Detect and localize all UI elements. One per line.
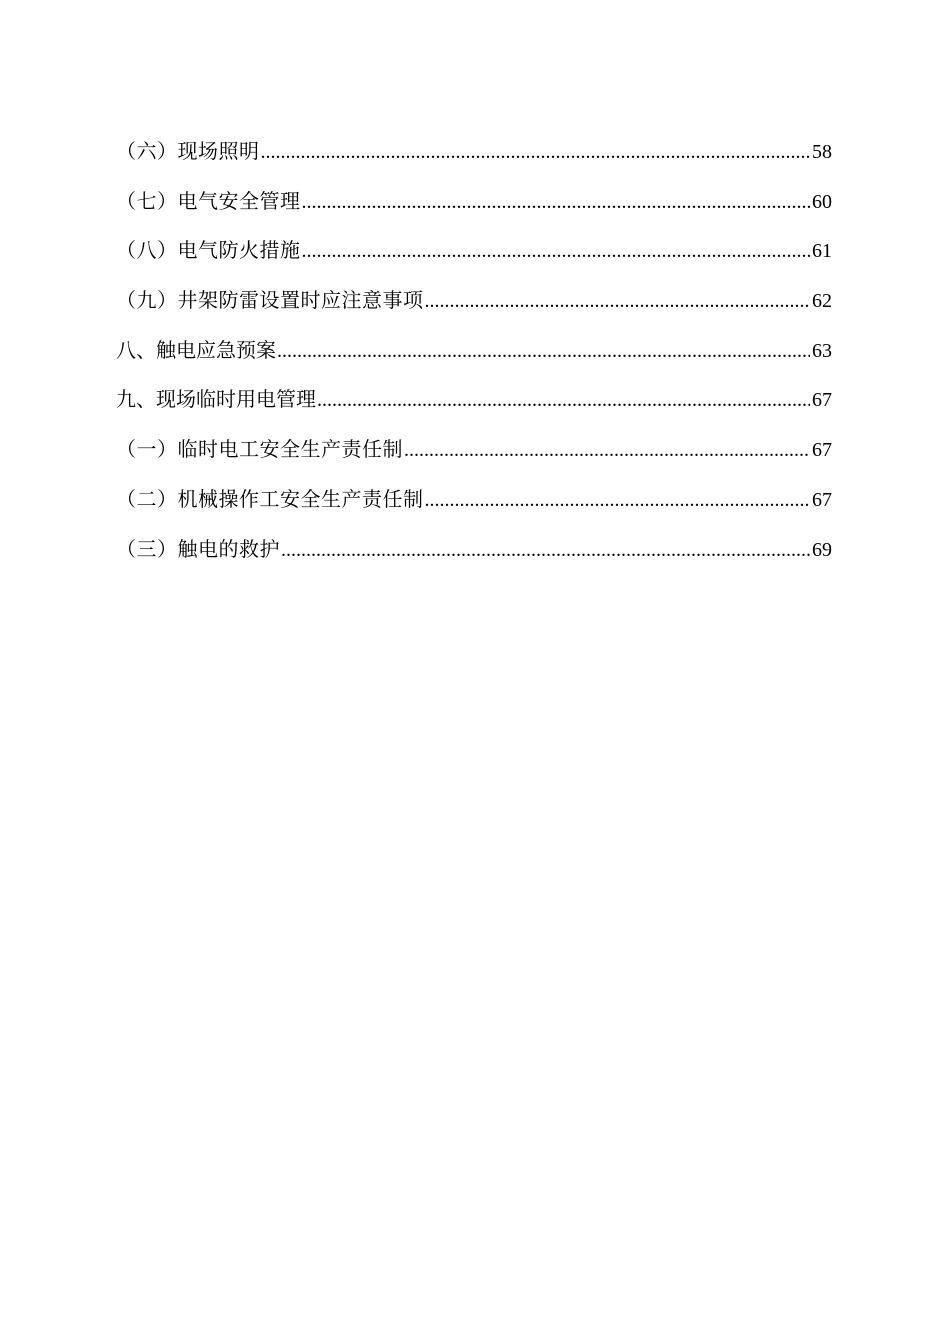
toc-entry[interactable]: [116, 529, 832, 579]
toc-dot-leader: [425, 281, 811, 321]
toc-entry-title: （二）机械操作工安全生产责任制: [116, 486, 424, 511]
toc-entry-page: 58: [812, 141, 832, 163]
toc-entry-title: （六）现场照明: [116, 139, 260, 163]
toc-entry-page: 62: [812, 290, 832, 313]
toc-dot-leader: [317, 380, 810, 420]
toc-entry[interactable]: [116, 280, 832, 330]
toc-entry-title: （八）电气防火措施: [116, 238, 301, 263]
toc-entry-page: 60: [812, 190, 832, 213]
toc-entry-page: 67: [812, 389, 832, 412]
toc-entry[interactable]: [116, 230, 832, 280]
toc-dot-leader: [425, 480, 811, 520]
toc-entry[interactable]: [116, 330, 832, 380]
toc-dot-leader: [302, 231, 811, 271]
toc-entry[interactable]: [116, 379, 832, 429]
toc-entry[interactable]: [116, 429, 832, 479]
toc-dot-leader: [281, 530, 810, 570]
toc-entry-title: 九、现场临时用电管理: [116, 387, 316, 412]
toc-entry-page: 63: [812, 339, 832, 362]
toc-entry-page: 67: [812, 488, 832, 511]
toc-entry-title: （七）电气安全管理: [116, 188, 301, 213]
toc-entry-title: （一）临时电工安全生产责任制: [116, 437, 403, 462]
toc-entry[interactable]: [116, 131, 832, 181]
toc-dot-leader: [277, 331, 810, 371]
toc-entry-page: 61: [812, 240, 832, 263]
toc-entry[interactable]: [116, 479, 832, 529]
toc-entry-page: 67: [812, 439, 832, 462]
toc-dot-leader: [261, 132, 811, 172]
toc-entry[interactable]: [116, 181, 832, 231]
toc-dot-leader: [404, 430, 810, 470]
toc-dot-leader: [302, 182, 811, 222]
table-of-contents: [116, 131, 832, 578]
toc-entry-title: （九）井架防雷设置时应注意事项: [116, 288, 424, 313]
toc-entry-title: 八、触电应急预案: [116, 337, 276, 362]
toc-entry-title: （三）触电的救护: [116, 536, 280, 561]
toc-entry-page: 69: [812, 538, 832, 561]
